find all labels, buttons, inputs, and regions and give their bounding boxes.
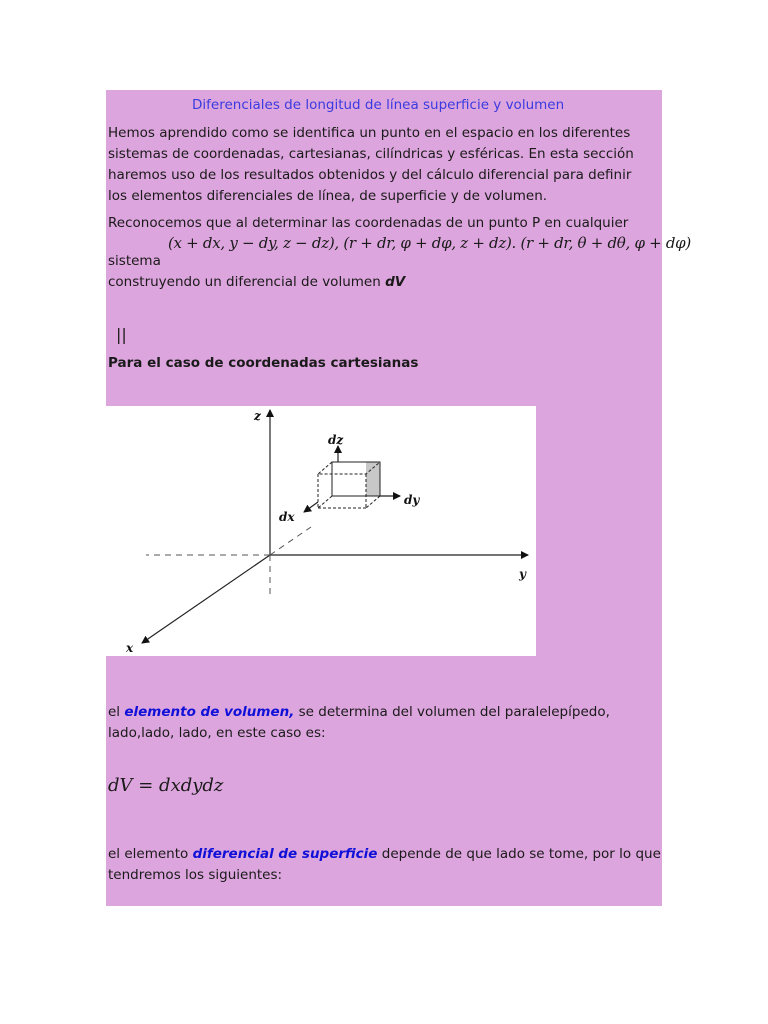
volume-differential-line	[108, 272, 405, 293]
surf-text-c: depende de que lado se tome, por lo que	[377, 846, 661, 862]
surface-element-line-2: tendremos los siguientes:	[108, 867, 283, 883]
dz-label: dz	[328, 433, 344, 447]
vol-text-a: el	[108, 704, 125, 720]
intro-line-2: sistemas de coordenadas, cartesianas, cilíndricas y esféricas. En esta sección	[108, 146, 634, 162]
page-title: Diferenciales de longitud de línea superficie y volumen	[192, 97, 565, 113]
y-axis-label: y	[519, 567, 526, 581]
vol-text-c: se determina del volumen del paralelepípedo,	[294, 704, 610, 720]
document-page	[106, 90, 691, 906]
dv-symbol: dV	[385, 274, 406, 290]
intro-line-4: los elementos diferenciales de línea, de superficie y de volumen.	[108, 188, 548, 204]
x-axis	[142, 555, 270, 643]
recognize-line: Reconocemos que al determinar las coordenadas de un punto P en cualquier	[108, 215, 629, 231]
z-axis-label: z	[254, 409, 261, 423]
intro-line-3: haremos uso de los resultados obtenidos y del cálculo diferencial para definir	[108, 167, 632, 183]
elemento-de-volumen-term: elemento de volumen,	[124, 704, 295, 720]
dy-label: dy	[404, 493, 420, 507]
surface-element-line-1	[108, 844, 661, 865]
dx-label: dx	[279, 510, 295, 524]
cartesian-volume-diagram	[106, 406, 536, 656]
x-axis-negative	[270, 527, 311, 555]
dx-arrow	[304, 502, 318, 512]
intro-line-1: Hemos aprendido como se identifica un punto en el espacio en los diferentes	[108, 125, 631, 141]
volume-element-line-2: lado,lado, lado, en este caso es:	[108, 725, 326, 741]
volume-formula: dV = dxdydz	[108, 775, 224, 796]
diagram-svg	[106, 406, 536, 656]
diferencial-de-superficie-term: diferencial de superficie	[192, 846, 378, 862]
bars-text: ||	[116, 325, 127, 344]
surf-text-a: el elemento	[108, 846, 193, 862]
volume-differential-text: construyendo un diferencial de volumen	[108, 274, 386, 290]
volume-element-cube	[318, 462, 380, 508]
sistema-text: sistema	[108, 253, 161, 269]
coordinate-formulas: (x + dx, y − dy, z − dz), (r + dr, φ + dφ, z + dz). (r + dr, θ + dθ, φ + dφ)	[168, 234, 691, 252]
volume-element-line-1	[108, 702, 610, 723]
x-axis-label: x	[126, 641, 134, 655]
cartesian-heading: Para el caso de coordenadas cartesianas	[108, 355, 419, 371]
